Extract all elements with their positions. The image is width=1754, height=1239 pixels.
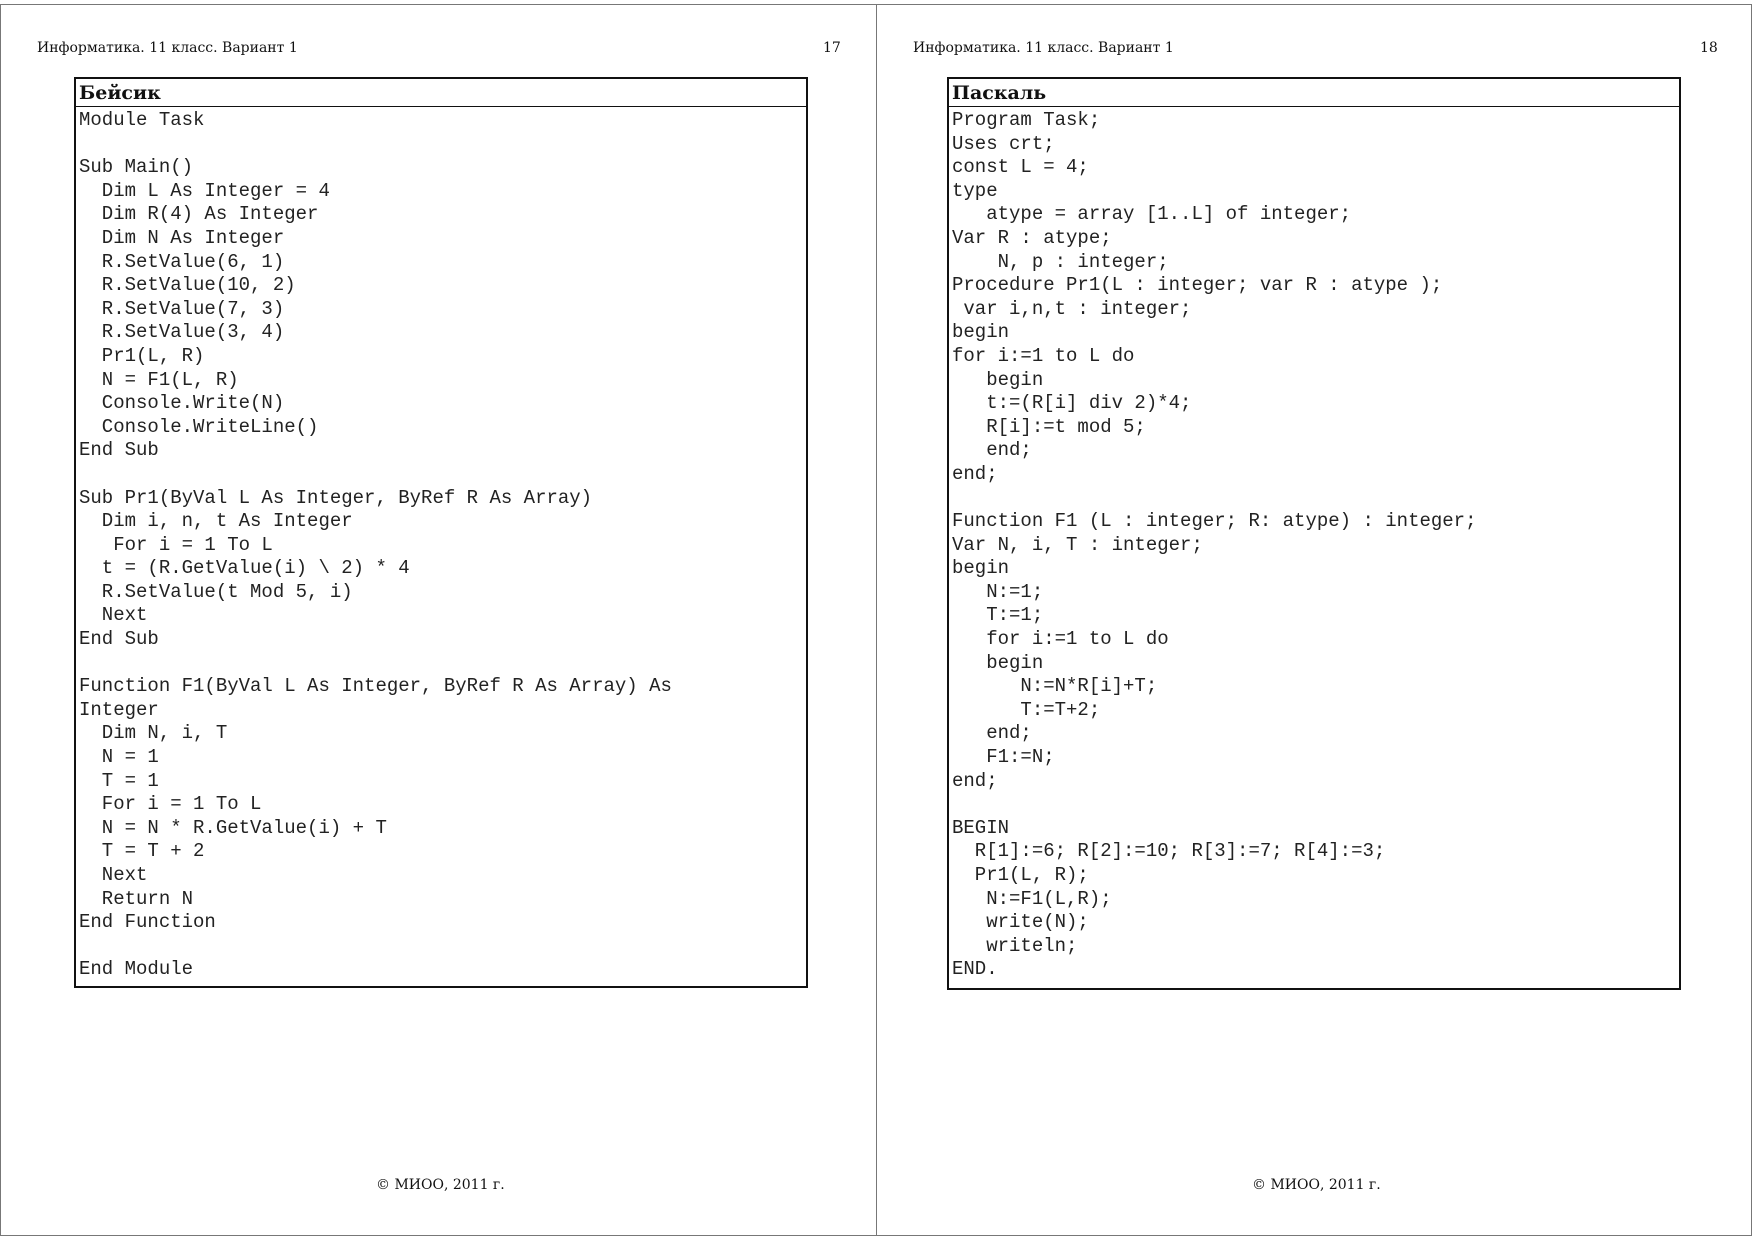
page-header-title: Информатика. 11 класс. Вариант 1: [913, 40, 1174, 56]
code-box-pascal: [947, 77, 1681, 990]
page-number: 17: [823, 40, 841, 56]
page-right: [877, 4, 1753, 1236]
code-listing-pascal: Program Task; Uses crt; const L = 4; type atype = array [1..L] of integer; Var R : atype; N, p : integer; Procedure Pr1(L : integer; var R : atype ); var i,n,t : integer; begin for i:=1 to L do begin t:=(R[i] div 2)*4; R[i]:=t mod 5; end; end; Function F1 (L : integer; R: atype) : integer; Var N, i, T : integer; begin N:=1; T:=1; for i:=1 to L do begin N:=N*R[i]+T; T:=T+2; end; F1:=N; end; BEGIN R[1]:=6; R[2]:=10; R[3]:=7; R[4]:=3; Pr1(L, R); N:=F1(L,R); write(N); writeln; END.: [952, 109, 1477, 981]
code-box-title: Паскаль: [949, 79, 1679, 107]
page-number: 18: [1700, 40, 1718, 56]
code-box-basic: [74, 77, 808, 988]
page-footer: © МИОО, 2011 г.: [376, 1177, 505, 1193]
code-box-title: Бейсик: [76, 79, 806, 107]
page-left: [0, 4, 876, 1236]
page-footer: © МИОО, 2011 г.: [1252, 1177, 1381, 1193]
code-listing-basic: Module Task Sub Main() Dim L As Integer = 4 Dim R(4) As Integer Dim N As Integer R.SetValue(6, 1) R.SetValue(10, 2) R.SetValue(7, 3) R.SetValue(3, 4) Pr1(L, R) N = F1(L, R) Console.Write(N) Console.WriteLine() End Sub Sub Pr1(ByVal L As Integer, ByRef R As Array) Dim i, n, t As Integer For i = 1 To L t = (R.GetValue(i) \ 2) * 4 R.SetValue(t Mod 5, i) Next End Sub Function F1(ByVal L As Integer, ByRef R As Array) As Integer Dim N, i, T N = 1 T = 1 For i = 1 To L N = N * R.GetValue(i) + T T = T + 2 Next Return N End Function End Module: [79, 109, 672, 981]
page-header-title: Информатика. 11 класс. Вариант 1: [37, 40, 298, 56]
